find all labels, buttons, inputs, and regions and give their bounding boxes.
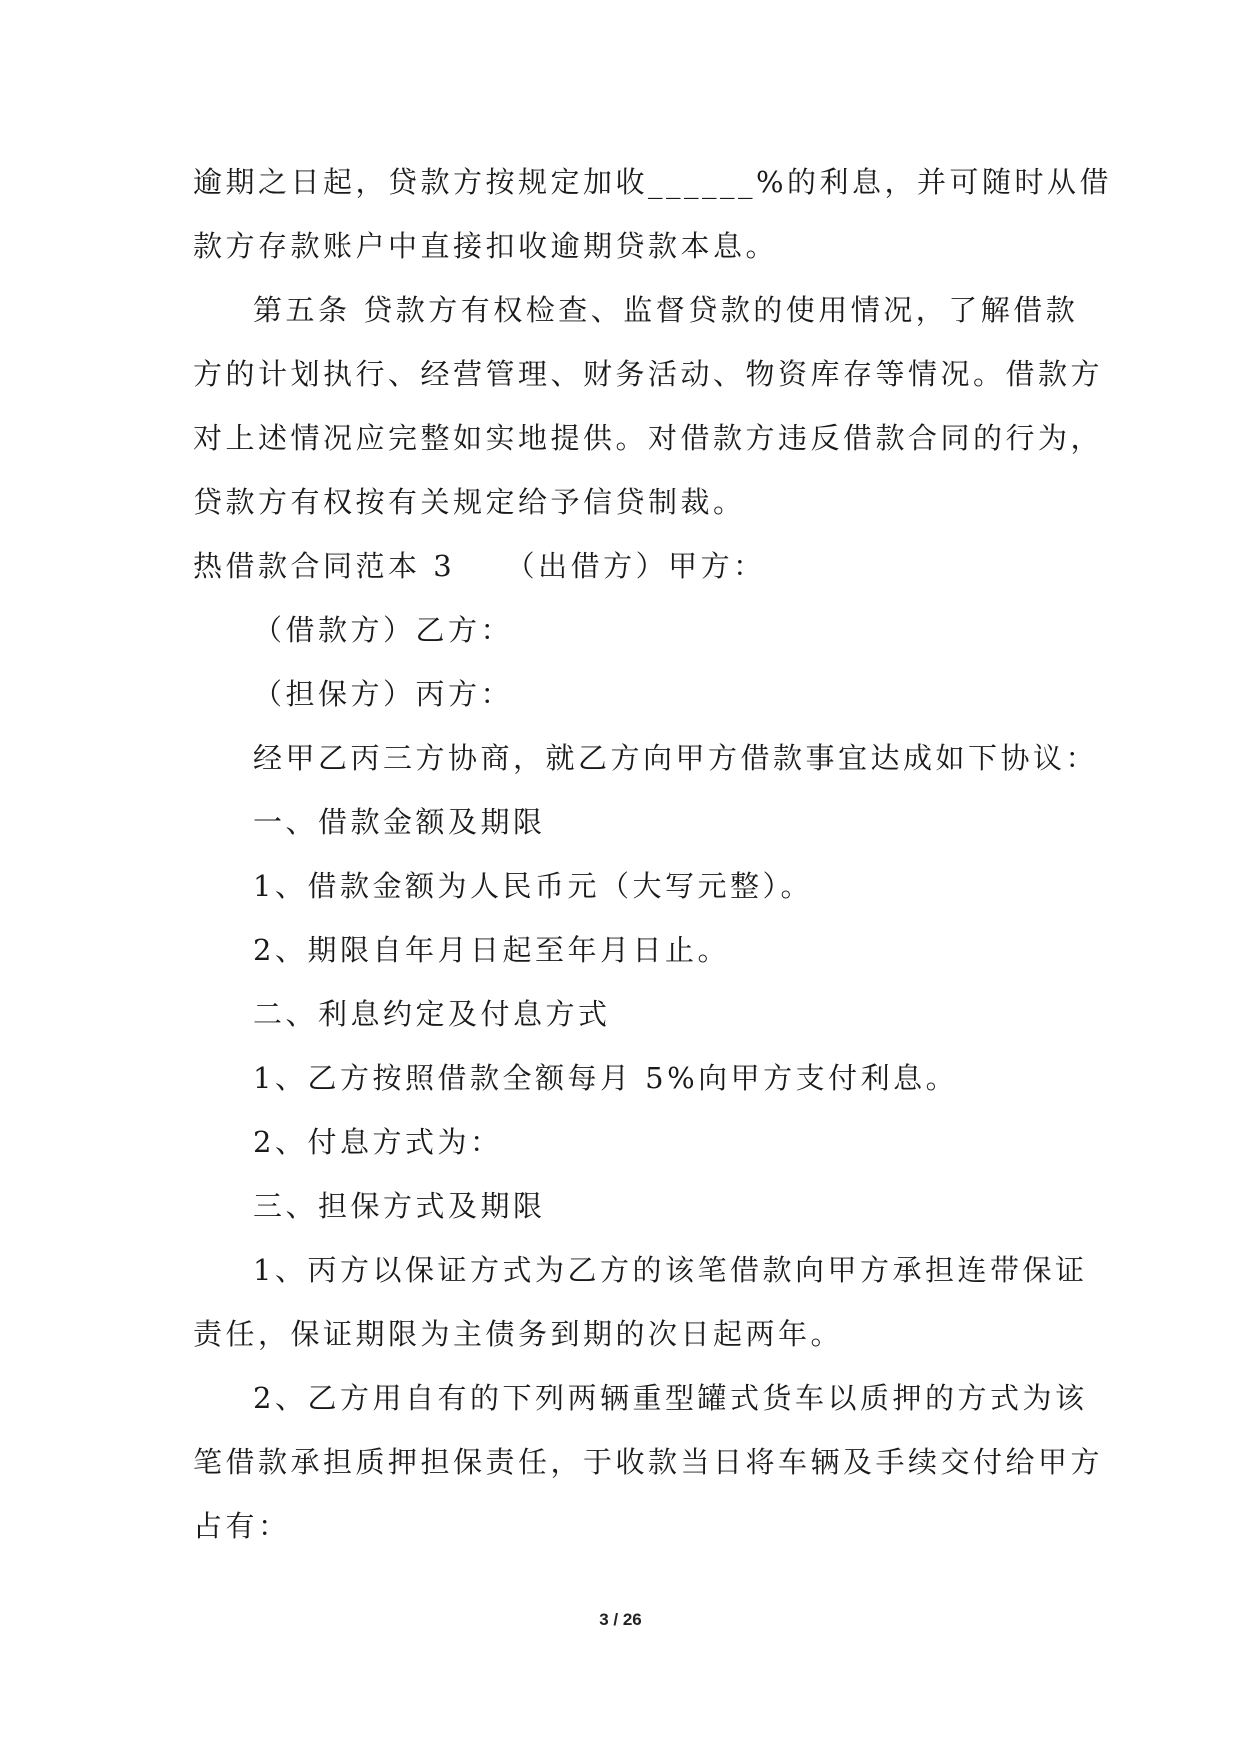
text-line: 经甲乙丙三方协商，就乙方向甲方借款事宜达成如下协议： bbox=[253, 741, 1099, 775]
text-line: 1、乙方按照借款全额每月 5%向甲方支付利息。 bbox=[253, 1061, 959, 1095]
text-line: 对上述情况应完整如实地提供。对借款方违反借款合同的行为， bbox=[193, 421, 1104, 455]
clause-heading: 三、担保方式及期限 bbox=[253, 1189, 546, 1223]
text-line: 2、乙方用自有的下列两辆重型罐式货车以质押的方式为该 bbox=[253, 1381, 1088, 1415]
section-heading: 热借款合同范本 3 （出借方）甲方： bbox=[193, 549, 766, 583]
text-line: 责任，保证期限为主债务到期的次日起两年。 bbox=[193, 1317, 844, 1351]
clause-heading: 一、借款金额及期限 bbox=[253, 805, 546, 839]
text-line: 款方存款账户中直接扣收逾期贷款本息。 bbox=[193, 229, 779, 263]
text-line: 第五条 贷款方有权检查、监督贷款的使用情况，了解借款 bbox=[253, 293, 1079, 327]
text-line: 笔借款承担质押担保责任，于收款当日将车辆及手续交付给甲方 bbox=[193, 1445, 1104, 1479]
text-line: 占有： bbox=[193, 1509, 291, 1543]
text-line: 2、付息方式为： bbox=[253, 1125, 503, 1159]
page-number: 3 / 26 bbox=[599, 1610, 642, 1629]
clause-heading: 二、利息约定及付息方式 bbox=[253, 997, 611, 1031]
text-line: 贷款方有权按有关规定给予信贷制裁。 bbox=[193, 485, 746, 519]
text-line: 方的计划执行、经营管理、财务活动、物资库存等情况。借款方 bbox=[193, 357, 1104, 391]
text-line: 2、期限自年月日起至年月日止。 bbox=[253, 933, 730, 967]
text-line: （借款方）乙方： bbox=[253, 613, 514, 647]
text-line: 1、丙方以保证方式为乙方的该笔借款向甲方承担连带保证 bbox=[253, 1253, 1088, 1287]
document-body bbox=[193, 150, 1113, 1558]
text-line: 逾期之日起，贷款方按规定加收______%的利息，并可随时从借 bbox=[193, 165, 1113, 199]
text-line: 1、借款金额为人民币元（大写元整）。 bbox=[253, 869, 813, 903]
text-line: （担保方）丙方： bbox=[253, 677, 514, 711]
